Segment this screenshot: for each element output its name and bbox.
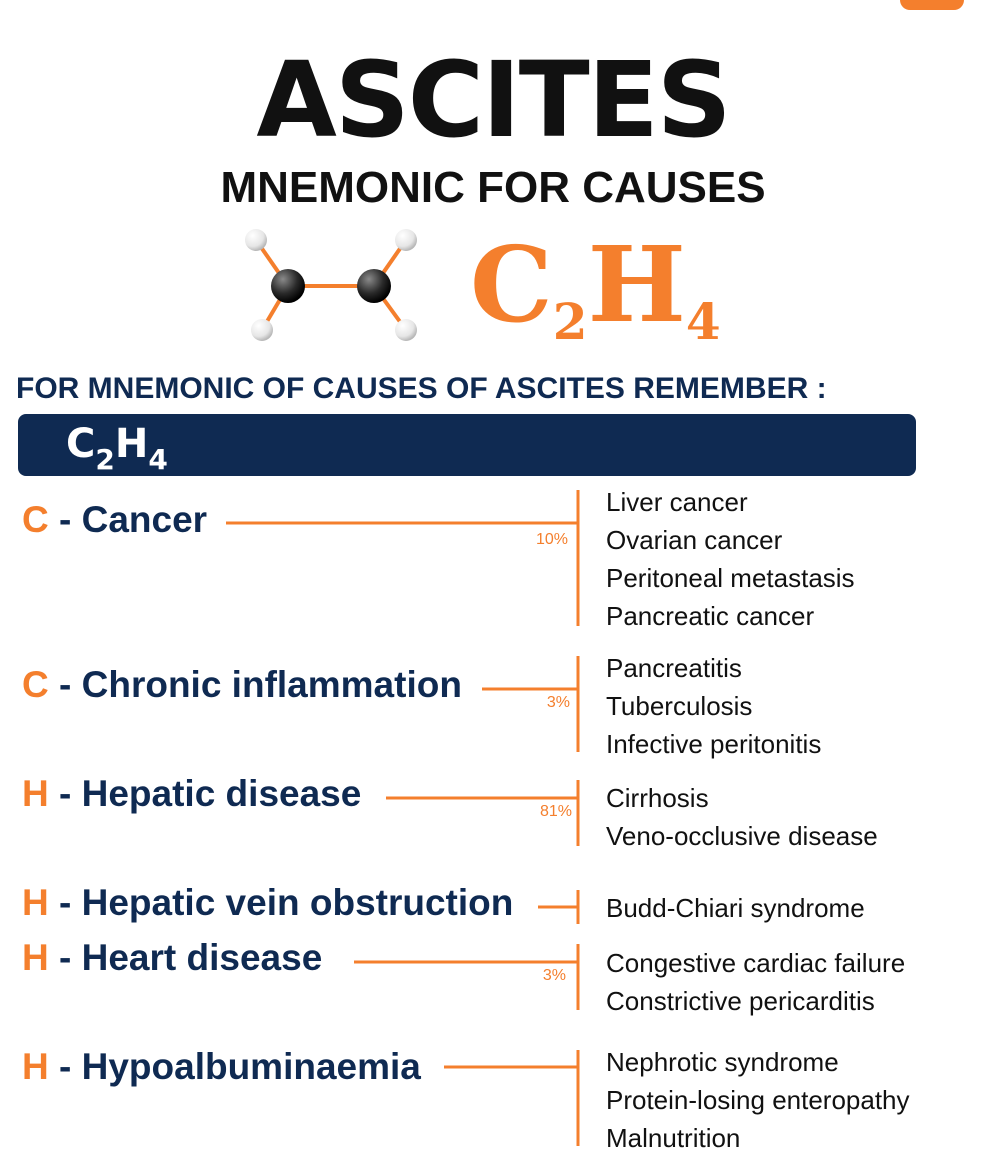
sub-item: Nephrotic syndrome	[606, 1047, 839, 1077]
cause-separator: -	[48, 1046, 82, 1087]
banner-h: H	[114, 421, 149, 467]
sub-item: Protein-losing enteropathy	[606, 1085, 910, 1115]
banner-c: C	[66, 421, 96, 467]
sub-item: Budd-Chiari syndrome	[606, 893, 865, 923]
percent-label: 3%	[546, 694, 570, 711]
cause-separator: -	[48, 664, 82, 705]
cause-letter: H	[22, 882, 49, 923]
page-subtitle: MNEMONIC FOR CAUSES	[220, 163, 766, 212]
cause-letter: H	[22, 1046, 49, 1087]
percent-label: 81%	[539, 803, 572, 820]
sub-item: Veno-occlusive disease	[606, 821, 878, 851]
cause-letter: H	[22, 773, 49, 814]
sub-item: Cirrhosis	[606, 783, 709, 813]
cause-name: Chronic inflammation	[81, 664, 462, 705]
formula-c-subscript: 2	[552, 292, 588, 351]
cause-separator: -	[48, 499, 82, 540]
sub-item: Ovarian cancer	[606, 525, 783, 555]
mnemonic-prompt: FOR MNEMONIC OF CAUSES OF ASCITES REMEMBER :	[16, 372, 827, 405]
sub-item: Peritoneal metastasis	[606, 563, 855, 593]
cause-letter: C	[22, 499, 49, 540]
page-title: ASCITES	[256, 39, 730, 161]
cause-name: Hepatic vein obstruction	[81, 882, 514, 923]
cause-separator: -	[48, 773, 82, 814]
cause-hepatic-disease	[22, 773, 361, 815]
formula-h: H	[587, 223, 686, 346]
cause-name: Heart disease	[81, 937, 323, 978]
cause-cancer	[22, 499, 207, 541]
sub-item: Congestive cardiac failure	[606, 948, 906, 978]
percent-label: 3%	[542, 967, 566, 984]
banner-h-subscript: 4	[148, 443, 168, 476]
formula-c: C	[470, 223, 553, 346]
sub-item: Pancreatitis	[606, 653, 742, 683]
sub-item: Constrictive pericarditis	[606, 986, 875, 1016]
cause-hypoalbuminaemia	[22, 1046, 421, 1088]
sub-item: Malnutrition	[606, 1123, 741, 1153]
cause-hepatic-vein-obstruction	[22, 882, 513, 924]
cause-letter: C	[22, 664, 49, 705]
cause-heart-disease	[22, 937, 322, 979]
sub-item: Infective peritonitis	[606, 729, 822, 759]
cause-separator: -	[48, 937, 82, 978]
sub-item: Pancreatic cancer	[606, 601, 815, 631]
cause-name: Cancer	[81, 499, 208, 540]
cause-name: Hepatic disease	[81, 773, 362, 814]
cause-separator: -	[48, 882, 82, 923]
formula-h-subscript: 4	[685, 292, 721, 351]
cause-letter: H	[22, 937, 49, 978]
sub-item: Liver cancer	[606, 487, 748, 517]
cause-chronic-inflammation	[22, 664, 462, 706]
banner-c-subscript: 2	[95, 443, 115, 476]
percent-label: 10%	[535, 531, 568, 548]
cause-name: Hypoalbuminaemia	[81, 1046, 421, 1087]
sub-item: Tuberculosis	[606, 691, 753, 721]
